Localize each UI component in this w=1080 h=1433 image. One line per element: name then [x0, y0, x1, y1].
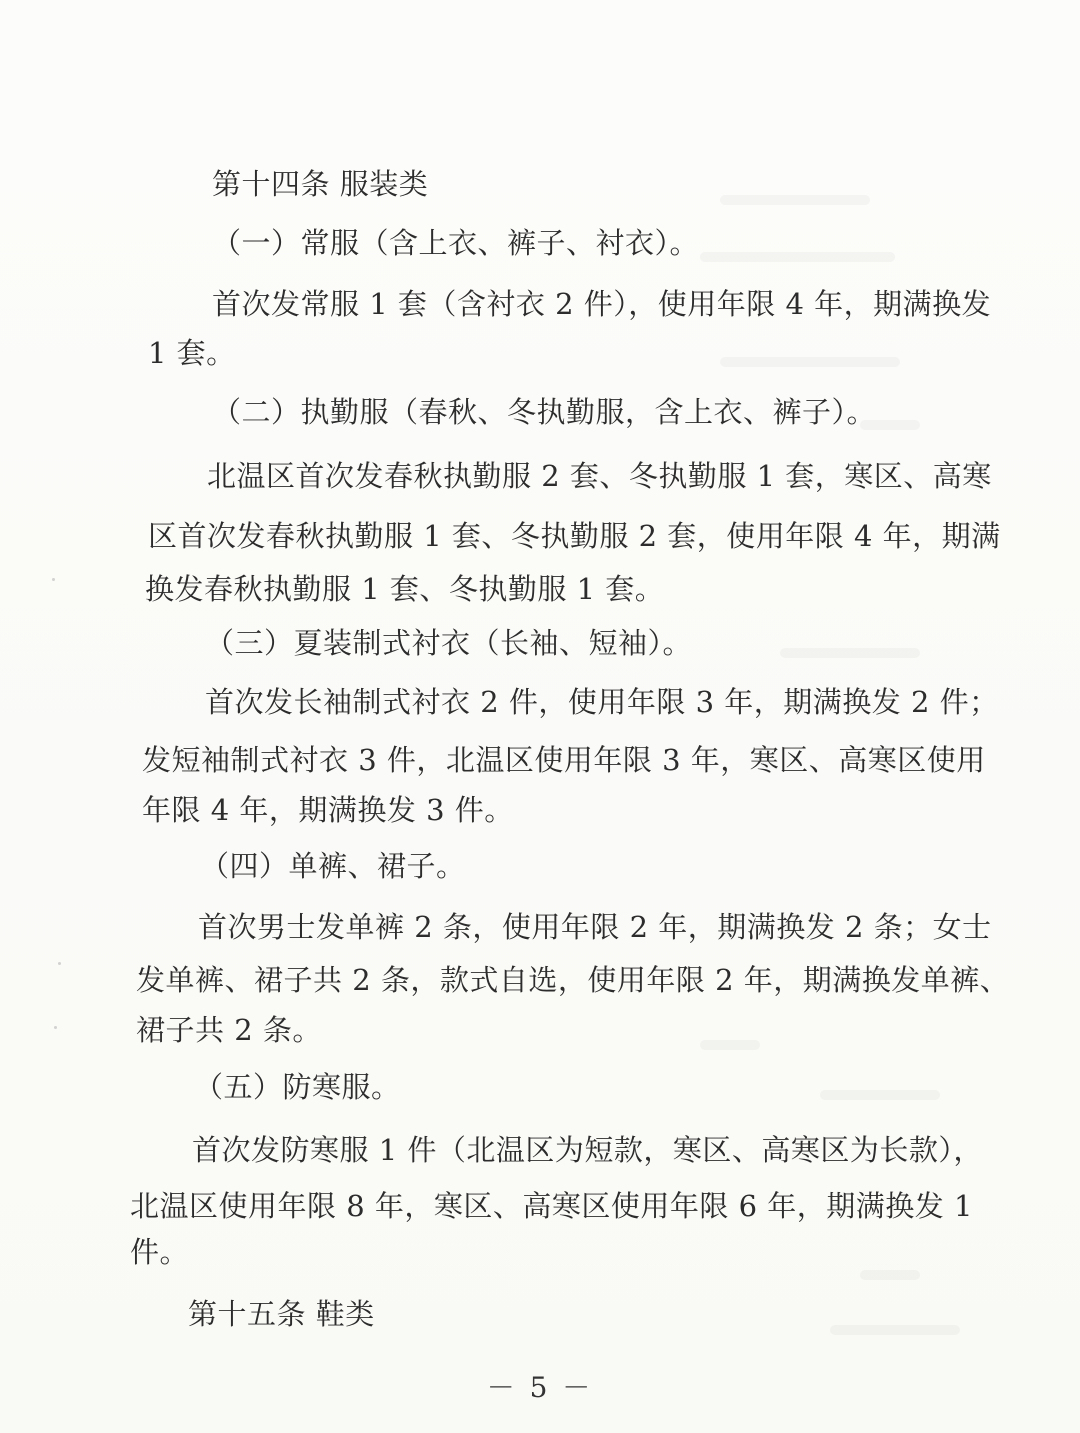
article-15-heading: 第十五条 鞋类 [188, 1297, 375, 1331]
bleed-through-mark [720, 195, 870, 205]
paragraph-line: 区首次发春秋执勤服 1 套、冬执勤服 2 套，使用年限 4 年，期满 [148, 519, 1001, 553]
bleed-through-mark [700, 252, 895, 262]
article-14-heading: 第十四条 服装类 [212, 167, 429, 201]
paragraph-line: 首次发长袖制式衬衣 2 件，使用年限 3 年，期满换发 2 件； [205, 685, 999, 719]
paragraph-line: 换发春秋执勤服 1 套、冬执勤服 1 套。 [145, 572, 665, 606]
paragraph-line: 发短袖制式衬衣 3 件，北温区使用年限 3 年，寒区、高寒区使用 [142, 743, 986, 777]
paragraph-line: 发单裤、裙子共 2 条，款式自选，使用年限 2 年，期满换发单裤、 [136, 963, 1010, 997]
section-heading-2: （二）执勤服（春秋、冬执勤服，含上衣、裤子）。 [212, 395, 877, 429]
bleed-through-mark [700, 1040, 760, 1050]
scan-speck [52, 578, 55, 581]
paragraph-line: 裙子共 2 条。 [136, 1013, 322, 1047]
bleed-through-mark [860, 1270, 920, 1280]
paragraph-line: 首次发常服 1 套（含衬衣 2 件），使用年限 4 年，期满换发 [212, 287, 992, 321]
scan-speck [54, 1026, 57, 1029]
page-number: － 5 － [486, 1371, 594, 1404]
bleed-through-mark [720, 357, 900, 367]
bleed-through-mark [830, 1325, 960, 1335]
scan-speck [58, 962, 61, 965]
paragraph-line: 年限 4 年，期满换发 3 件。 [142, 793, 514, 827]
paragraph-line: 首次男士发单裤 2 条，使用年限 2 年，期满换发 2 条；女士 [198, 910, 992, 944]
paragraph-line: 件。 [130, 1235, 190, 1269]
paragraph-line: 首次发防寒服 1 件（北温区为短款，寒区、高寒区为长款）， [192, 1133, 983, 1167]
paragraph-line: 1 套。 [148, 336, 236, 370]
bleed-through-mark [780, 648, 920, 658]
section-heading-5: （五）防寒服。 [194, 1070, 401, 1104]
section-heading-3: （三）夏装制式衬衣（长袖、短袖）。 [205, 626, 693, 660]
paragraph-line: 北温区首次发春秋执勤服 2 套、冬执勤服 1 套，寒区、高寒 [207, 459, 992, 493]
section-heading-1: （一）常服（含上衣、裤子、衬衣）。 [212, 226, 700, 260]
bleed-through-mark [820, 1090, 940, 1100]
paragraph-line: 北温区使用年限 8 年，寒区、高寒区使用年限 6 年，期满换发 1 [130, 1189, 973, 1223]
section-heading-4: （四）单裤、裙子。 [200, 849, 466, 883]
